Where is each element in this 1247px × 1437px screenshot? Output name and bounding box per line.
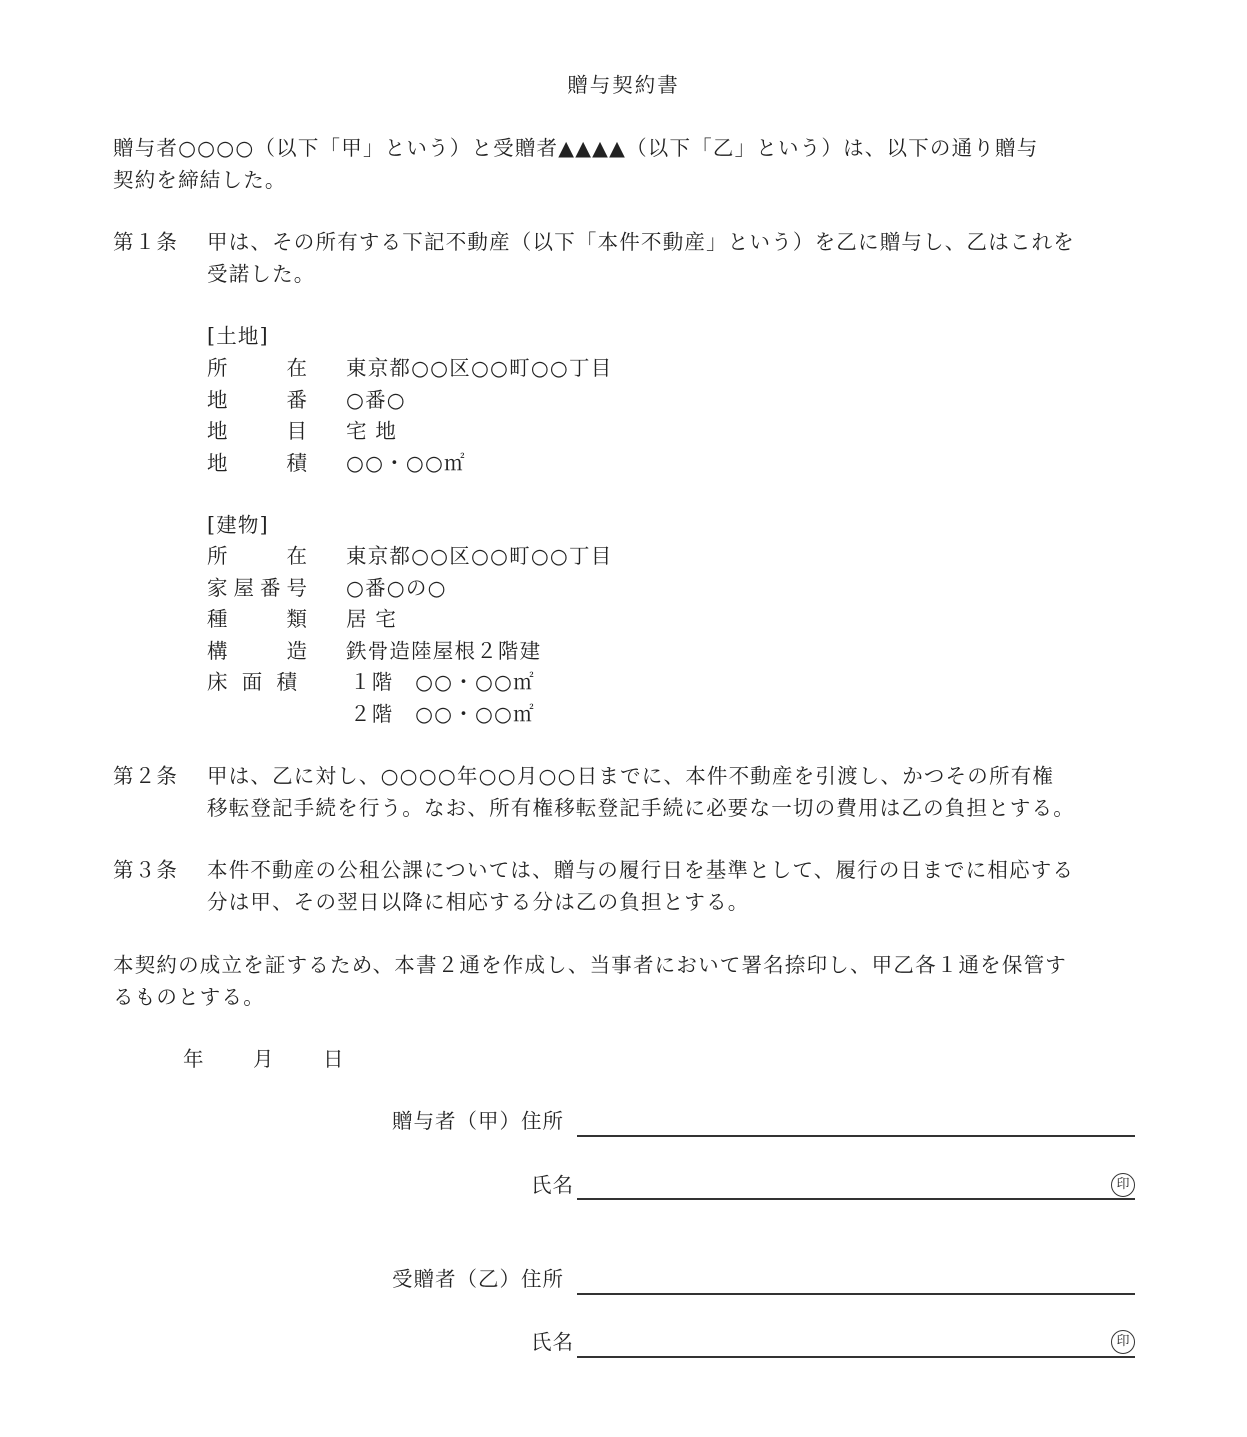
donor-name-label: 氏名 <box>531 1173 574 1197</box>
date-year: 年 <box>183 1047 205 1071</box>
article3-line-2: 分は甲、その翌日以降に相応する分は乙の負担とする。 <box>207 890 750 914</box>
donor-address-label: 贈与者（甲）住所 <box>392 1109 564 1133</box>
intro-line-2: 契約を締結した。 <box>113 168 287 192</box>
land-lot-value: ○番○ <box>346 388 406 412</box>
donee-name-label: 氏名 <box>531 1330 574 1354</box>
land-location-label: 所在 <box>207 356 307 380</box>
building-floor-area-label: 床面積 <box>207 670 297 694</box>
article2-line-1: 甲は、乙に対し、○○○○年○○月○○日までに、本件不動産を引渡し、かつその所有権 <box>207 764 1055 788</box>
closing-line-2: るものとする。 <box>113 985 265 1009</box>
donor-name-field[interactable] <box>577 1198 1135 1200</box>
building-structure-value: 鉄骨造陸屋根２階建 <box>346 639 542 663</box>
land-area-value: ○○・○○㎡ <box>346 451 466 475</box>
article1-line-1: 甲は、その所有する下記不動産（以下「本件不動産」という）を乙に贈与し、乙はこれを <box>207 230 1075 254</box>
land-heading: [土地] <box>207 324 269 348</box>
land-category-value: 宅 地 <box>346 419 398 443</box>
article2-label: 第２条 <box>113 764 179 788</box>
donor-seal-icon: 印 <box>1111 1173 1135 1197</box>
article3-line-1: 本件不動産の公租公課については、贈与の履行日を基準として、履行の日までに相応する <box>207 858 1075 882</box>
building-location-value: 東京都○○区○○町○○丁目 <box>346 544 613 568</box>
land-category-label: 地目 <box>207 419 307 443</box>
date-day: 日 <box>323 1047 345 1071</box>
article3-label: 第３条 <box>113 858 179 882</box>
date-month: 月 <box>253 1047 275 1071</box>
closing-line-1: 本契約の成立を証するため、本書２通を作成し、当事者において署名捺印し、甲乙各１通を保管す <box>113 953 1067 977</box>
building-number-value: ○番○の○ <box>346 576 447 600</box>
building-heading: [建物] <box>207 513 269 537</box>
article2-line-2: 移転登記手続を行う。なお、所有権移転登記手続に必要な一切の費用は乙の負担とする。 <box>207 796 1075 820</box>
building-floor1-value: １階 ○○・○○㎡ <box>350 670 535 694</box>
donee-seal-icon: 印 <box>1111 1330 1135 1354</box>
building-type-value: 居 宅 <box>346 607 398 631</box>
building-location-label: 所在 <box>207 544 307 568</box>
donee-name-field[interactable] <box>577 1356 1135 1358</box>
land-area-label: 地積 <box>207 451 307 475</box>
land-location-value: 東京都○○区○○町○○丁目 <box>346 356 613 380</box>
donor-address-field[interactable] <box>577 1135 1135 1137</box>
article1-label: 第１条 <box>113 230 179 254</box>
land-lot-label: 地番 <box>207 388 307 412</box>
building-number-label: 家屋番号 <box>207 576 307 600</box>
donee-address-label: 受贈者（乙）住所 <box>392 1267 564 1291</box>
building-structure-label: 構造 <box>207 639 307 663</box>
intro-line-1: 贈与者○○○○（以下「甲」という）と受贈者▲▲▲▲（以下「乙」という）は、以下の通り贈与 <box>113 136 1039 160</box>
building-floor2-value: ２階 ○○・○○㎡ <box>350 702 535 726</box>
building-type-label: 種類 <box>207 607 307 631</box>
document-title: 贈与契約書 <box>567 73 680 97</box>
article1-line-2: 受諾した。 <box>207 262 316 286</box>
donee-address-field[interactable] <box>577 1293 1135 1295</box>
